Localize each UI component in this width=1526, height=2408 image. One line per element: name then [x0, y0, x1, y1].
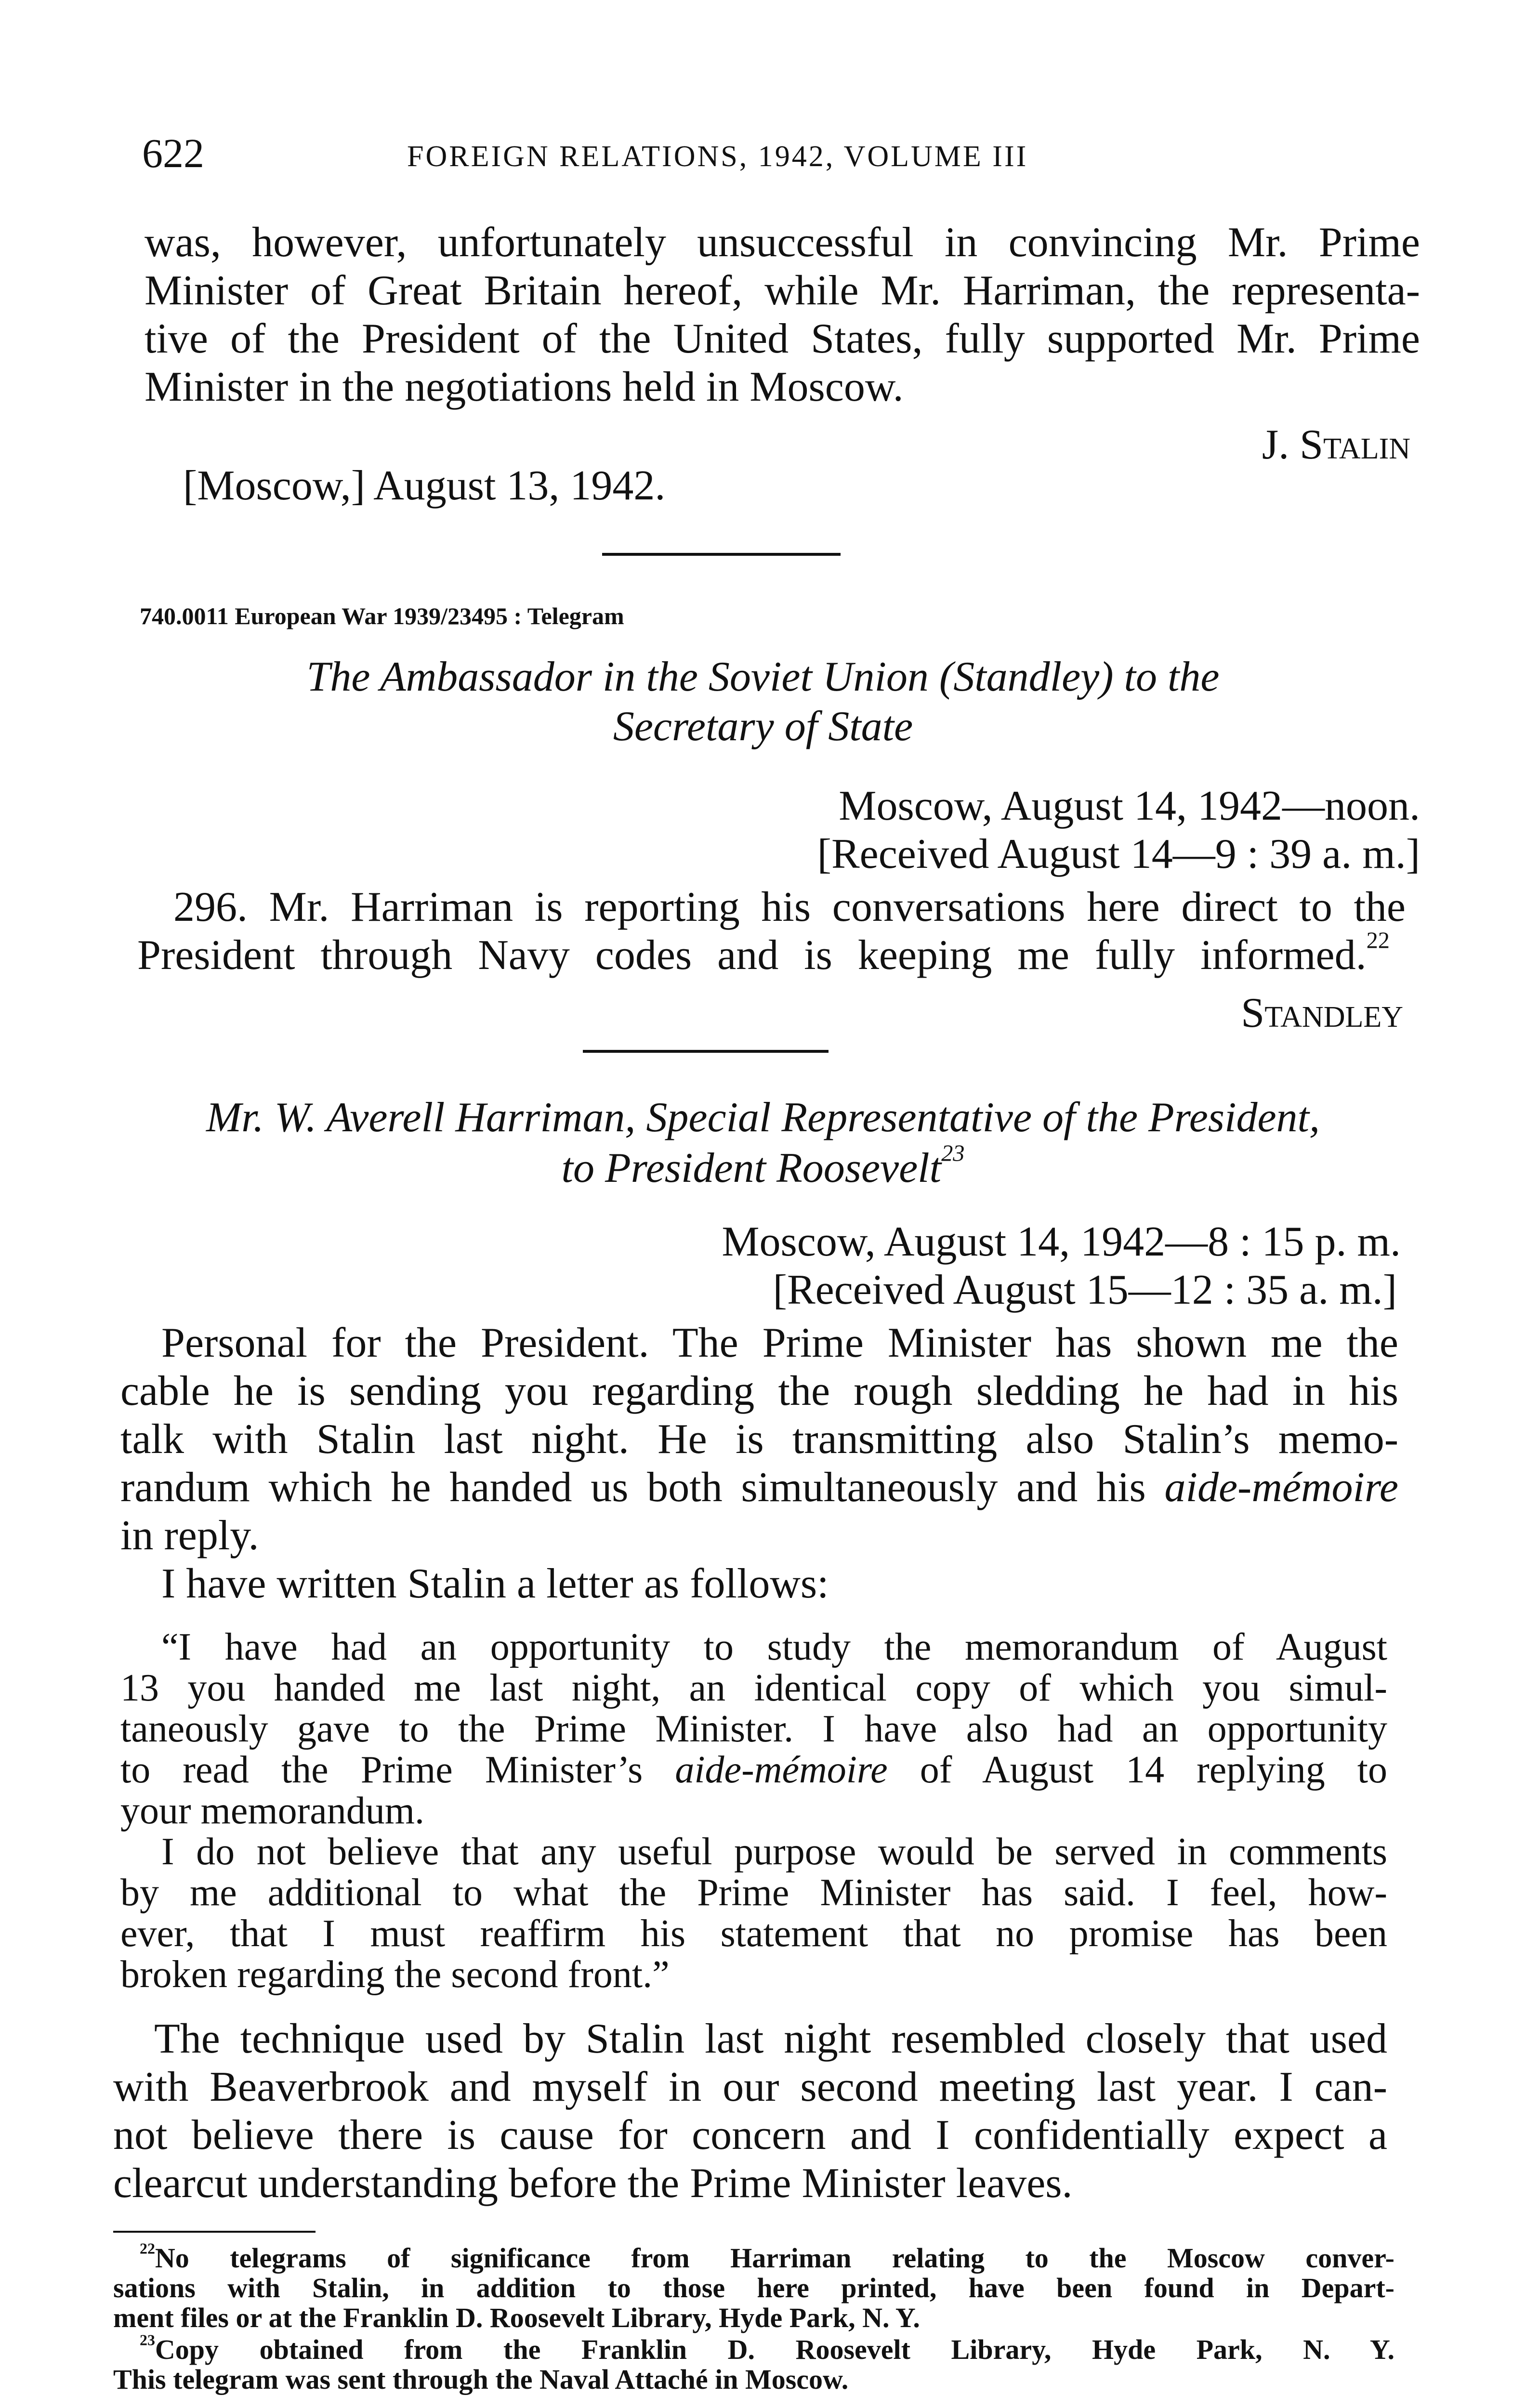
received-date: [Received August 14—9 : 39 a. m.]: [817, 831, 1420, 877]
body-line: [137, 928, 1390, 979]
section-divider: [583, 1050, 829, 1053]
footnote-text: No telegrams of significance from Harriman relating to the Moscow conver-: [155, 2242, 1394, 2274]
received-date: [Received August 15—12 : 35 a. m.]: [773, 1267, 1397, 1313]
body-line-text: randum which he handed us both simultaneously and his: [120, 1464, 1146, 1511]
body-line: cable he is sending you regarding the rough sledding he had in his: [120, 1368, 1398, 1414]
stalin-signature: J. Stalin: [1262, 421, 1410, 468]
footnote-number: 23: [140, 2331, 155, 2349]
quote-line: “I have had an opportunity to study the memorandum of August: [161, 1626, 1387, 1668]
doc-heading-text: to President Roosevelt: [561, 1145, 942, 1191]
footnote-23: [140, 2331, 1394, 2365]
running-title: FOREIGN RELATIONS, 1942, VOLUME III: [407, 140, 1028, 173]
body-line: The technique used by Stalin last night resembled closely that used: [154, 2015, 1387, 2062]
quote-line: taneously gave to the Prime Minister. I have also had an opportunity: [120, 1708, 1387, 1750]
dateline: [Moscow,] August 13, 1942.: [183, 462, 666, 509]
quote-line: broken regarding the second front.”: [120, 1953, 670, 1996]
continuation-line: Minister in the negotiations held in Moscow.: [145, 364, 904, 410]
body-line: in reply.: [120, 1512, 259, 1559]
body-line: clearcut understanding before the Prime Minister leaves.: [113, 2160, 1073, 2207]
footnote-text: sations with Stalin, in addition to those here printed, have been found in Depart-: [113, 2272, 1394, 2303]
body-line: I have written Stalin a letter as follows:: [161, 1560, 829, 1607]
quote-line-text: to read the Prime Minister’s: [120, 1749, 643, 1791]
standley-signature: Standley: [1241, 990, 1403, 1036]
doc-heading: The Ambassador in the Soviet Union (Standley) to the: [306, 654, 1220, 700]
quote-line: your memorandum.: [120, 1790, 424, 1832]
quote-line-text: of August 14 replying to: [920, 1749, 1388, 1791]
quote-line: I do not believe that any useful purpose would be served in comments: [161, 1831, 1387, 1873]
quote-line: 13 you handed me last night, an identical copy of which you simul-: [120, 1667, 1387, 1709]
body-line: 296. Mr. Harriman is reporting his conversations here direct to the: [173, 884, 1406, 930]
footnote-ref: 23: [941, 1140, 965, 1166]
footnote-text: ment files or at the Franklin D. Roosevelt Library, Hyde Park, N. Y.: [113, 2302, 920, 2333]
body-line: [120, 1466, 1398, 1509]
footnote-ref: 22: [1366, 928, 1390, 954]
body-line: with Beaverbrook and myself in our second meeting last year. I can-: [113, 2064, 1387, 2110]
footnote-text: Copy obtained from the Franklin D. Roosevelt Library, Hyde Park, N. Y.: [155, 2334, 1394, 2365]
file-reference: 740.0011 European War 1939/23495 : Telegram: [140, 602, 624, 629]
continuation-line: Minister of Great Britain hereof, while Mr. Harriman, the representa-: [145, 267, 1420, 314]
body-line: talk with Stalin last night. He is transmitting also Stalin’s memo-: [120, 1416, 1398, 1463]
aide-memoire-term: aide-mémoire: [1164, 1464, 1398, 1511]
sent-date: Moscow, August 14, 1942—8 : 15 p. m.: [722, 1218, 1401, 1265]
continuation-line: tive of the President of the United States, fully supported Mr. Prime: [145, 315, 1420, 362]
sent-date: Moscow, August 14, 1942—noon.: [839, 783, 1420, 829]
body-line: Personal for the President. The Prime Minister has shown me the: [161, 1320, 1398, 1366]
footnote-text: This telegram was sent through the Naval Attaché in Moscow.: [113, 2364, 849, 2395]
doc-heading: [0, 1140, 1526, 1192]
footnote-divider: [113, 2231, 316, 2233]
continuation-line: was, however, unfortunately unsuccessful in convincing Mr. Prime: [145, 219, 1420, 266]
page-number: 622: [142, 130, 204, 176]
section-divider: [602, 553, 841, 556]
aide-memoire-term: aide-mémoire: [675, 1749, 888, 1791]
quote-line: by me additional to what the Prime Minister has said. I feel, how-: [120, 1871, 1387, 1914]
quote-line: ever, that I must reaffirm his statement that no promise has been: [120, 1912, 1387, 1955]
body-line: not believe there is cause for concern and I confidentially expect a: [113, 2112, 1387, 2159]
footnote-22: [140, 2240, 1394, 2274]
body-line-text: President through Navy codes and is keeping me fully informed.: [137, 932, 1367, 979]
doc-heading: Secretary of State: [613, 703, 913, 750]
doc-heading: Mr. W. Averell Harriman, Special Representative of the President,: [206, 1094, 1320, 1141]
quote-line: [120, 1751, 1387, 1789]
footnote-number: 22: [140, 2240, 155, 2257]
